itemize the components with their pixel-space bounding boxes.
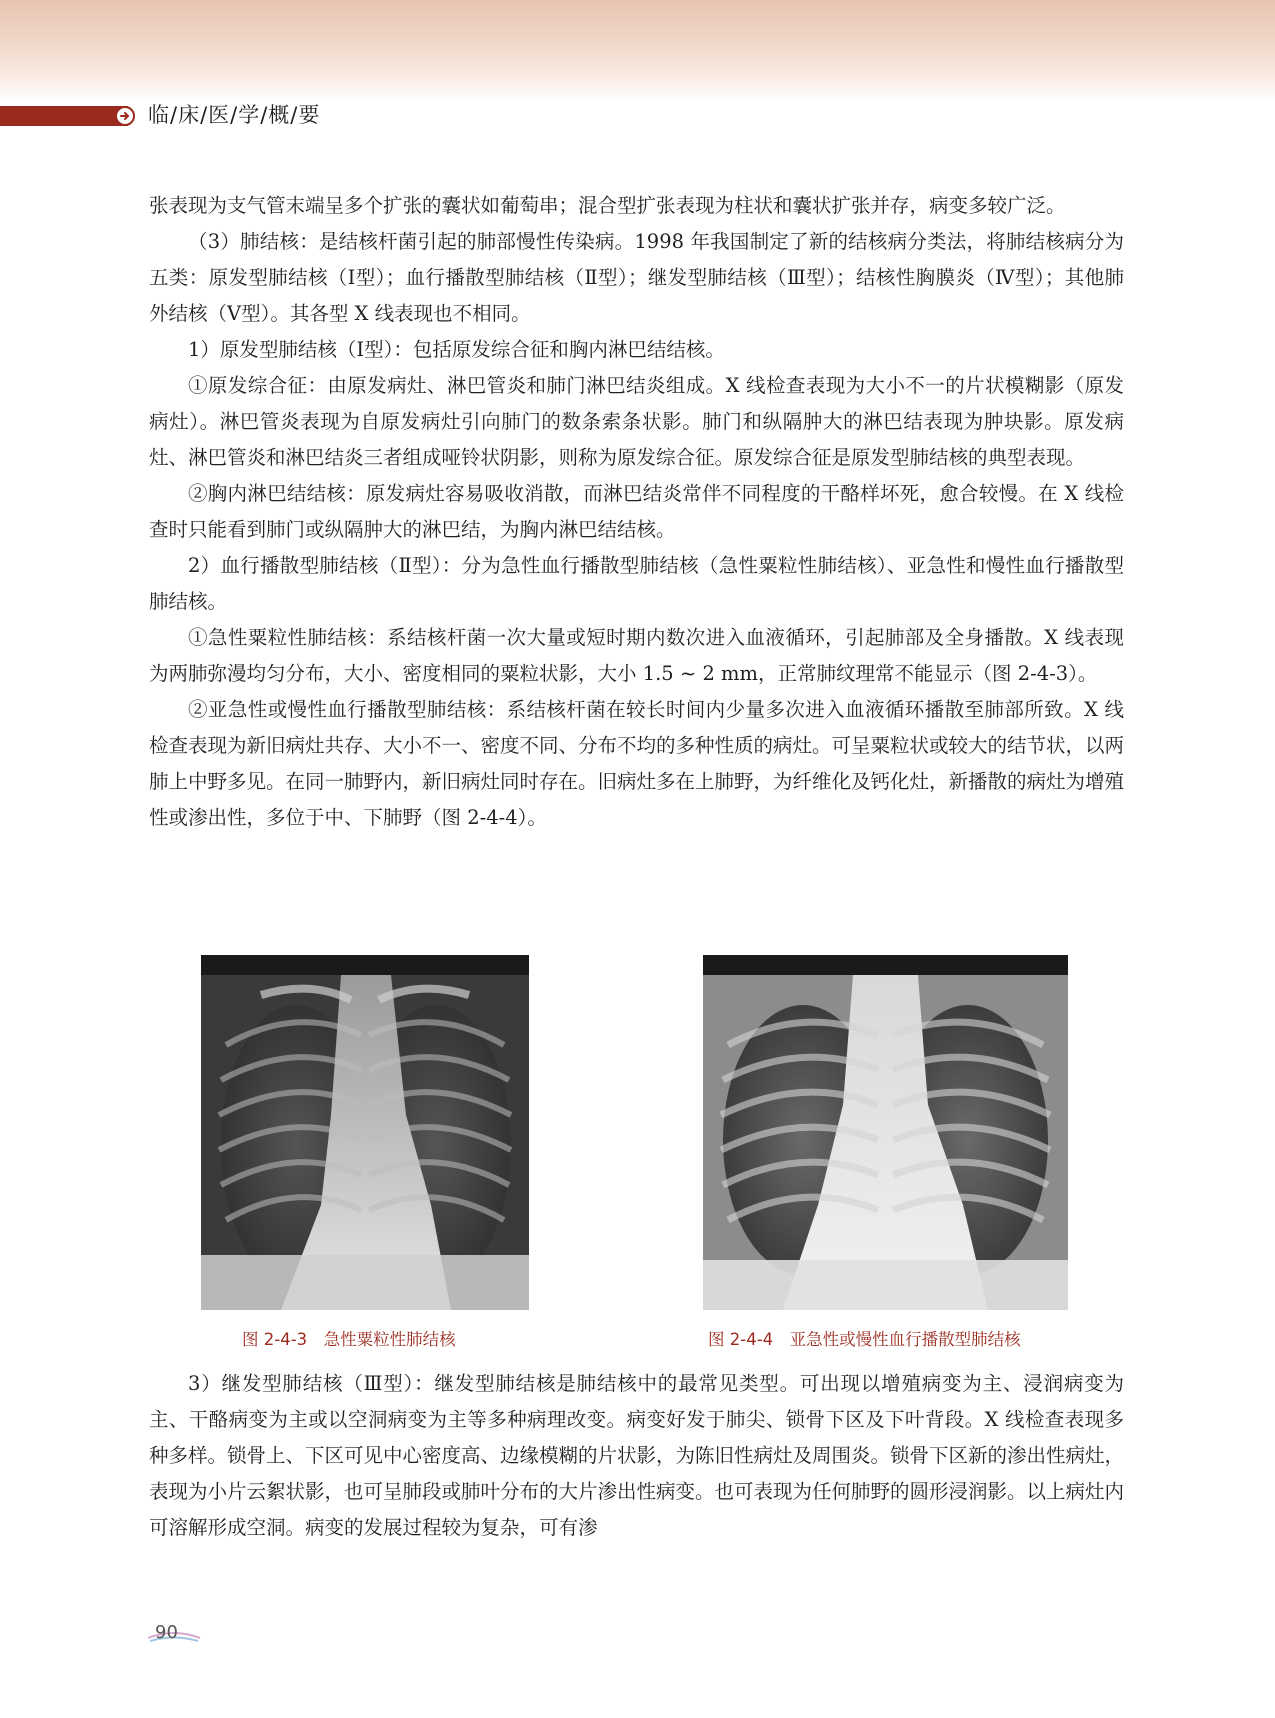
paragraph: ②亚急性或慢性血行播散型肺结核：系结核杆菌在较长时间内少量多次进入血液循环播散至肺部所致。X 线检查表现为新旧病灶共存、大小不一、密度不同、分布不均的多种性质的病灶。可呈粟粒状或较大的结节状，以两肺上中野多见。在同一肺野内，新旧病灶同时存在。旧病灶多在上肺野，为纤维化及钙化灶，新播散的病灶为增殖性或渗出性，多位于中、下肺野（图 2-4-4）。 <box>149 698 1125 829</box>
paragraph: ①原发综合征：由原发病灶、淋巴管炎和肺门淋巴结炎组成。X 线检查表现为大小不一的片状模糊影（原发病灶）。淋巴管炎表现为自原发病灶引向肺门的数条索条状影。肺门和纵隔肿大的淋巴结表现为肿块影。原发病灶、淋巴管炎和淋巴结炎三者组成哑铃状阴影，则称为原发综合征。原发综合征是原发型肺结核的典型表现。 <box>149 374 1124 469</box>
book-title: 临/床/医/学/概/要 <box>148 103 321 127</box>
header-gradient-band <box>0 0 1275 100</box>
page-number: 90 <box>155 1622 178 1643</box>
header-accent-bar <box>0 106 128 126</box>
figure-caption: 图 2-4-4 亚急性或慢性血行播散型肺结核 <box>708 1330 1021 1349</box>
paragraph: 3）继发型肺结核（Ⅲ型）：继发型肺结核是肺结核中的最常见类型。可出现以增殖病变为主、浸润病变为主、干酪病变为主或以空洞病变为主等多种病理改变。病变好发于肺尖、锁骨下区及下叶背段。X 线检查表现多种多样。锁骨上、下区可见中心密度高、边缘模糊的片状影，为陈旧性病灶及周围炎。锁骨下区新的渗出性病灶，表现为小片云絮状影，也可呈肺段或肺叶分布的大片渗出性病变。也可表现为任何肺野的圆形浸润影。以上病灶内可溶解形成空洞。病变的发展过程较为复杂，可有渗 <box>149 1372 1125 1539</box>
figure-caption: 图 2-4-3 急性粟粒性肺结核 <box>242 1330 456 1349</box>
body-text-top <box>149 188 1124 836</box>
arrow-right-icon <box>115 106 135 126</box>
paragraph: （3）肺结核：是结核杆菌引起的肺部慢性传染病。1998 年我国制定了新的结核病分类法，将肺结核病分为五类：原发型肺结核（Ⅰ型）；血行播散型肺结核（Ⅱ型）；继发型肺结核（Ⅲ型）；结核性胸膜炎（Ⅳ型）；其他肺外结核（Ⅴ型）。其各型 X 线表现也不相同。 <box>149 230 1124 325</box>
paragraph: ②胸内淋巴结结核：原发病灶容易吸收消散，而淋巴结炎常伴不同程度的干酪样坏死，愈合较慢。在 X 线检查时只能看到肺门或纵隔肿大的淋巴结，为胸内淋巴结结核。 <box>149 482 1124 541</box>
paragraph: 2）血行播散型肺结核（Ⅱ型）：分为急性血行播散型肺结核（急性粟粒性肺结核）、亚急性和慢性血行播散型肺结核。 <box>149 554 1124 613</box>
paragraph: ①急性粟粒性肺结核：系结核杆菌一次大量或短时期内数次进入血液循环，引起肺部及全身播散。X 线表现为两肺弥漫均匀分布，大小、密度相同的粟粒状影，大小 1.5 ~ 2 mm，正常肺纹理常不能显示（图 2-4-3）。 <box>149 626 1124 685</box>
chest-xray-image-left <box>201 955 529 1310</box>
paragraph: 张表现为支气管末端呈多个扩张的囊状如葡萄串；混合型扩张表现为柱状和囊状扩张并存，病变多较广泛。 <box>149 194 1066 217</box>
paragraph: 1）原发型肺结核（Ⅰ型）：包括原发综合征和胸内淋巴结结核。 <box>188 338 725 361</box>
body-text-bottom <box>149 1366 1124 1546</box>
chest-xray-image-right <box>703 955 1068 1310</box>
